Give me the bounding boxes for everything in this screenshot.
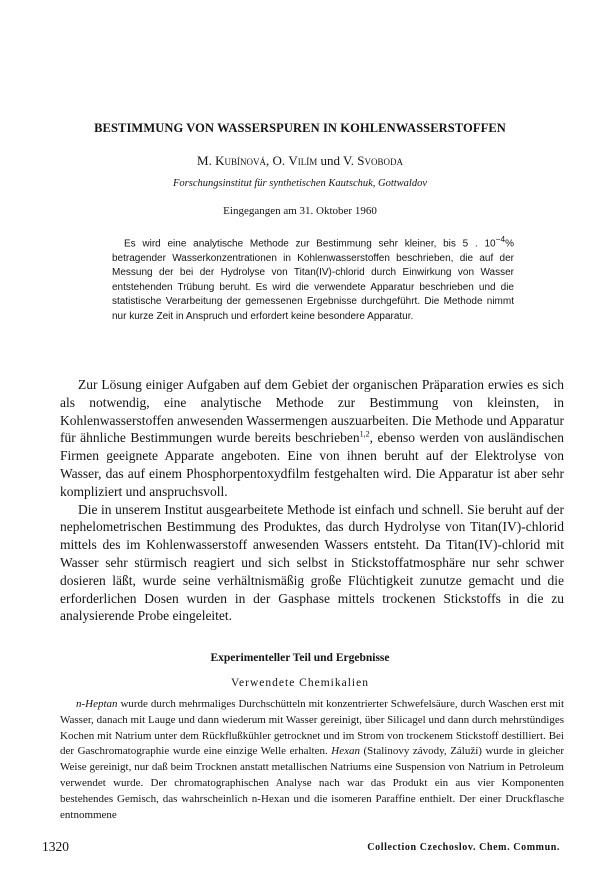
author-2-name: Vilím: [288, 153, 318, 168]
abstract-part-1: Es wird eine analytische Methode zur Bestimmung sehr kleiner, bis 5 . 10: [124, 238, 496, 250]
author-1-initial: M.: [197, 153, 216, 168]
body-paragraph-1: [60, 376, 564, 501]
author-3-name: Svoboda: [357, 153, 403, 168]
body-paragraph-1-text-b: , ebenso werden von ausländischen Firmen geeignete Apparate angeboten. Eine von ihnen beruht auf der Elektrolyse von Wasser, das auf einem Phosphorpentoxydfilm festgehalten wird. Die Apparatur ist aber sehr kompliziert und anspruchsvoll.: [60, 430, 564, 499]
abstract: [112, 232, 514, 324]
experimental-text-1: wurde durch mehrmaliges Durchschütteln mit konzentrierter Schwefelsäure, durch Waschen erst mit Wasser, danach mit Lauge und dann wiederum mit Wasser gereinigt, über Silicagel und dann durch mehrstündiges Kochen mit Natrium unter dem Rückflußkühler getrocknet und im Strom von trockenem Stickstoff destilliert. Bei der Gaschromatographie wurde eine einzige Welle erhalten.: [60, 698, 564, 758]
author-separator-2: und V.: [317, 153, 358, 168]
author-separator-1: , O.: [265, 153, 289, 168]
author-1-name: Kubínová: [215, 153, 266, 168]
paper-title: BESTIMMUNG VON WASSERSPUREN IN KOHLENWASSERSTOFFEN: [94, 121, 506, 135]
experimental-text-2: (Stalinovy závody, Záluží) wurde in gleicher Weise gereinigt, nur daß beim Trocknen anstatt metallischen Natriums eine Suspension von Natrium in Petroleum verwendet wurde. Der chromatographischen Analyse nach war das Produkt ein aus vier Komponenten bestehendes Gemisch, das wahrscheinlich n-Hexan und die isomeren Paraffine enthielt. Der einer Druckflasche entnommene: [60, 745, 565, 821]
page-number: 1320: [42, 839, 69, 854]
received-date: Eingegangen am 31. Oktober 1960: [223, 205, 377, 217]
body-paragraph-1-text-a: Zur Lösung einiger Aufgaben auf dem Gebiet der organischen Präparation erwies es sich als notwendig, eine analytische Methode zur Bestimmung von kleinsten, in Kohlenwasserstoffen anwesenden Wassermengen auszuarbeiten. Die Methode und Apparatur für ähnliche Bestimmungen wurde bereits beschrieben: [60, 377, 564, 446]
hexan-term: Hexan: [331, 745, 360, 758]
section-heading: Experimenteller Teil und Ergebnisse: [210, 652, 390, 664]
abstract-exponent: −4: [495, 234, 506, 244]
body-paragraph-2: Die in unserem Institut ausgearbeitete Methode ist einfach und schnell. Sie beruht auf der nephelometrischen Bestimmung des Produktes, das durch Hydrolyse von Titan(IV)-chlorid mittels des im Kohlenwasserstoff anwesenden Wassers entsteht. Da Titan(IV)-chlorid mit Wasser sehr stürmisch reagiert und sich selbst in Stickstoffatmosphäre nur sehr schwer dosieren läßt, wurde seine verhältnismäßig große Flüchtigkeit zunutze gemacht und die erforderlichen Dosen wurden in der Gasphase mittels trockenen Stickstoffs in die zu analysierende Probe eingeleitet.: [60, 501, 564, 624]
institute-affiliation: Forschungsinstitut für synthetischen Kautschuk, Gottwaldov: [172, 178, 428, 189]
body-text: [60, 376, 564, 625]
subsection-heading: Verwendete Chemikalien: [231, 677, 369, 689]
journal-name: Collection Czechoslov. Chem. Commun.: [367, 842, 560, 853]
abstract-part-2: % betragender Wasserkonzentrationen in Kohlenwasserstoffen beschrieben, die auf der Messung der bei der Hydrolyse von Titan(IV)-chlorid durch Einwirkung von Wasser entstehenden Trübung beruht. Es wird die verwendete Apparatur beschrieben und die statistische Verarbeitung der gemessenen Ergebnisse durchgeführt. Die Methode nimmt nur kurze Zeit in Anspruch und erfordert keine besondere Apparatur.: [112, 238, 514, 322]
author-line: [40, 153, 560, 169]
reference-marker: 1,2: [359, 429, 370, 439]
experimental-paragraph: [60, 697, 564, 823]
heptan-term: n-Heptan: [76, 698, 118, 710]
